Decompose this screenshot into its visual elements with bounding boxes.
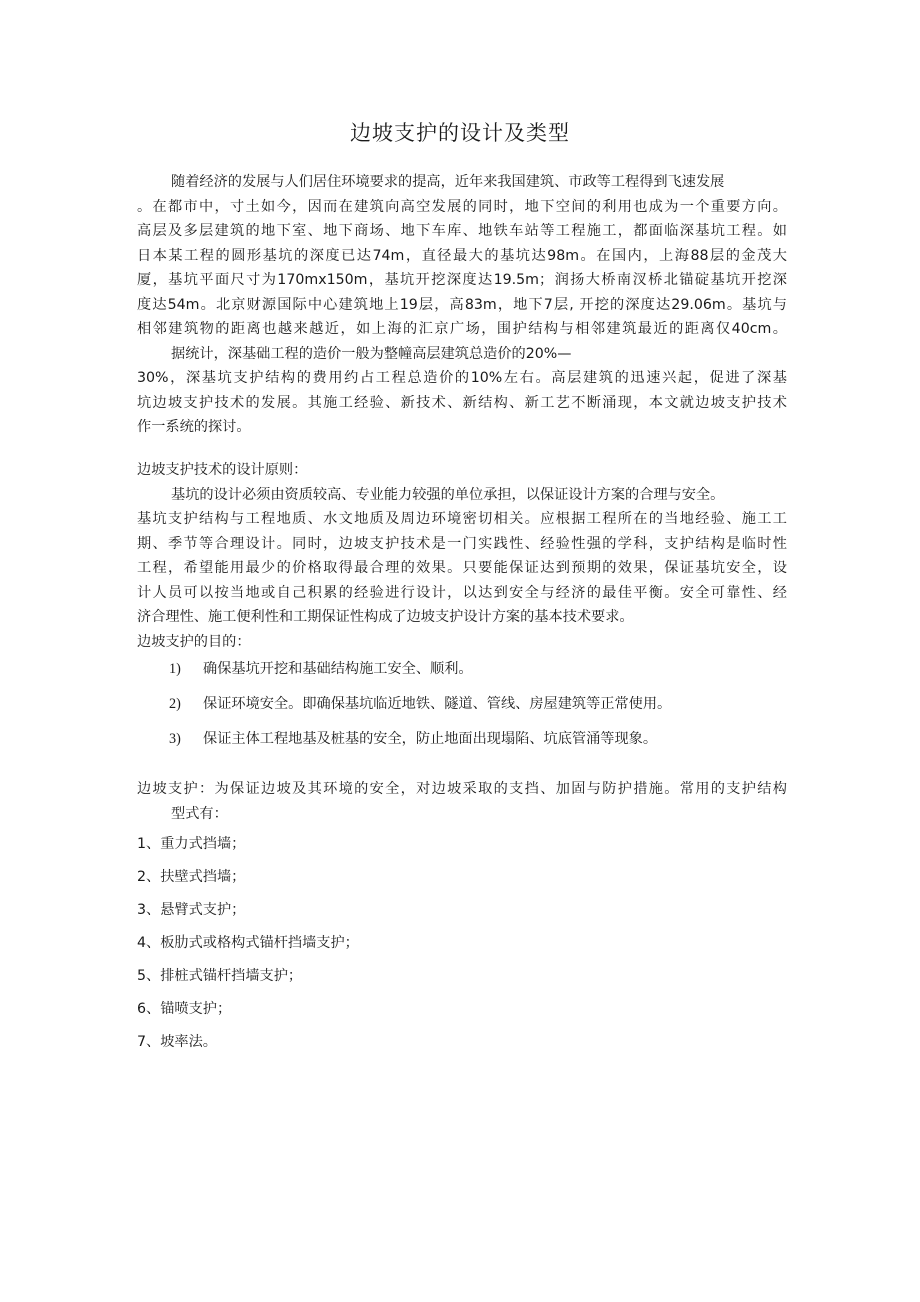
text-line: 型式有： — [171, 805, 228, 822]
list-item — [137, 727, 787, 762]
section-heading: 边坡支护技术的设计原则： — [137, 462, 308, 478]
text-line: 。在都市中，寸土如今，因而在建筑向高空发展的同时，地下空间的利用也成为一个重要方向。 — [137, 198, 787, 215]
intro-section — [137, 170, 787, 440]
text-line: 基坑的设计必须由资质较高、专业能力较强的单位承担，以保证设计方案的合理与安全。 — [171, 486, 725, 503]
list-number: 3) — [169, 731, 181, 747]
text-line: 相邻建筑物的距离也越来越近，如上海的汇京广场，围护结构与相邻建筑最近的距离仅40cm。 — [137, 321, 787, 337]
text-line: 作一系统的探讨。 — [137, 419, 251, 435]
text-line: 日本某工程的圆形基坑的深度已达74m，直径最大的基坑达98m。在国内，上海88层的金茂大 — [137, 247, 787, 264]
list-item — [137, 692, 787, 727]
text-line: 30%，深基坑支护结构的费用约占工程总造价的10%左右。高层建筑的迅速兴起，促进了深基 — [137, 370, 787, 386]
list-item: 2、扶壁式挡墙； — [137, 869, 246, 885]
list-item: 7、坡率法。 — [137, 1034, 217, 1050]
list-item: 3、悬臂式支护； — [137, 902, 246, 918]
list-text: 保证环境安全。即确保基坑临近地铁、隧道、管线、房屋建筑等正常使用。 — [203, 696, 672, 712]
list-item: 4、板肋式或格构式锚杆挡墙支护； — [137, 935, 359, 951]
text-line: 厦，基坑平面尺寸为170mx150m，基坑开挖深度达19.5m；润扬大桥南汊桥北锚碇基坑开挖深 — [137, 272, 787, 288]
text-line: 济合理性、施工便利性和工期保证性构成了边坡支护设计方案的基本技术要求。 — [137, 609, 634, 625]
text-line: 坑边坡支护技术的发展。其施工经验、新技术、新结构、新工艺不断涌现，本文就边坡支护技术 — [137, 394, 787, 411]
list-item: 5、排桩式锚杆挡墙支护； — [137, 968, 303, 984]
list-text: 保证主体工程地基及桩基的安全，防止地面出现塌陷、坑底管涌等现象。 — [203, 731, 658, 747]
list-text: 确保基坑开挖和基础结构施工安全、顺利。 — [203, 661, 473, 677]
text-line: 基坑支护结构与工程地质、水文地质及周边环境密切相关。应根据工程所在的当地经验、施工工 — [137, 511, 787, 527]
text-line: 边坡支护：为保证边坡及其环境的安全，对边坡采取的支挡、加固与防护措施。常用的支护结构 — [137, 781, 787, 797]
definition-section — [137, 777, 787, 826]
text-line: 高层及多层建筑的地下室、地下商场、地下车库、地铁车站等工程施工，都面临深基坑工程。如 — [137, 223, 787, 239]
text-line: 期、季节等合理设计。同时，边坡支护技术是一门实践性、经验性强的学科，支护结构是临时性 — [137, 535, 787, 552]
text-line: 随着经济的发展与人们居住环境要求的提高，近年来我国建筑、市政等工程得到飞速发展 — [171, 174, 725, 190]
principles-section — [137, 458, 787, 654]
text-line: 计人员可以按当地或自己积累的经验进行设计，以达到安全与经济的最佳平衡。安全可靠性、经 — [137, 584, 787, 601]
list-number: 1) — [169, 661, 181, 677]
page-title: 边坡支护的设计及类型 — [350, 121, 570, 145]
list-number: 2) — [169, 696, 181, 712]
structure-type-list — [137, 828, 787, 1059]
purpose-list — [137, 657, 787, 762]
text-line: 据统计，深基础工程的造价一般为整幢高层建筑总造价的20%— — [171, 345, 572, 362]
list-item: 6、锚喷支护； — [137, 1001, 232, 1017]
text-line: 工程，希望能用最少的价格取得最合理的效果。只要能保证达到预期的效果，保证基坑安全，设 — [137, 560, 787, 576]
list-item — [137, 657, 787, 692]
list-item: 1、重力式挡墙； — [137, 836, 246, 852]
section-heading: 边坡支护的目的： — [137, 633, 251, 650]
text-line: 度达54m。北京财源国际中心建筑地上19层，高83m，地下7层, 开挖的深度达29.06m。基坑与 — [137, 296, 787, 313]
